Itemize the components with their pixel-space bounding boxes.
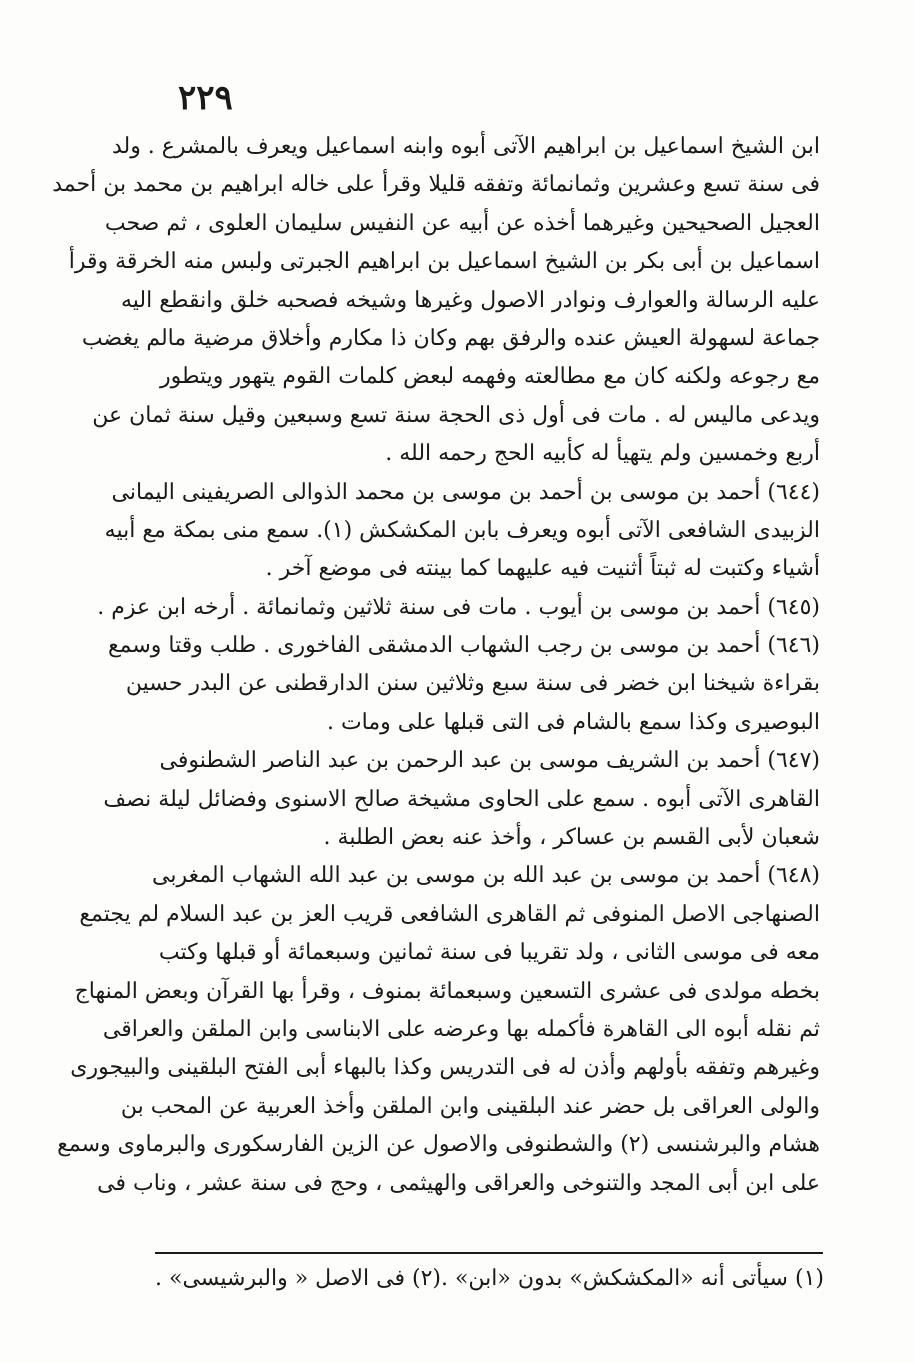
text-line: (٦٤٦) أحمد بن موسى بن رجب الشهاب الدمشقى الفاخورى . طلب وقتا وسمع (107, 633, 820, 659)
body-text (52, 128, 820, 1203)
page-number: ٢٢٩ (178, 78, 233, 118)
text-line: (٦٤٧) أحمد بن الشريف موسى بن عبد الرحمن بن عبد الناصر الشطنوفى (159, 748, 820, 774)
text-line: القاهرى الآتى أبوه . سمع على الحاوى مشيخة صالح الاسنوى وفضائل ليلة نصف (103, 786, 820, 812)
text-line: الصنهاجى الاصل المنوفى ثم القاهرى الشافعى قريب العز بن عبد السلام لم يجتمع (79, 901, 820, 927)
text-line: شعبان لأبى القسم بن عساكر ، وأخذ عنه بعض الطلبة . (323, 825, 820, 851)
text-line: (٦٤٥) أحمد بن موسى بن أيوب . مات فى سنة ثلاثين وثمانمائة . أرخه ابن عزم . (97, 594, 820, 620)
text-line: مع رجوعه ولكنه كان مع مطالعته وفهمه لبعض كلمات القوم يتهور ويتطور (160, 364, 820, 390)
text-line: (٦٤٤) أحمد بن موسى بن أحمد بن موسى بن محمد الذوالى الصريفينى اليمانى (111, 479, 820, 505)
text-line: اسماعيل بن أبى بكر بن الشيخ اسماعيل بن ابراهيم الجبرتى ولبس منه الخرقة وقرأ (68, 249, 820, 275)
text-line: أربع وخمسين ولم يتهيأ له كأبيه الحج رحمه الله . (385, 441, 820, 467)
text-line: هشام والبرشنسى (٢) والشطنوفى والاصول عن الزين الفارسكورى والبرماوى وسمع (57, 1132, 820, 1158)
text-line: فى سنة تسع وعشرين وثمانمائة وتفقه قليلا وقرأ على خاله ابراهيم بن محمد بن أحمد (52, 172, 820, 198)
text-line: وغيرهم وتفقه بأولهم وأذن له فى التدريس وكذا بالبهاء أبى الفتح البلقينى والبيجورى (70, 1055, 820, 1081)
text-line: (٦٤٨) أحمد بن موسى بن عبد الله بن موسى بن عبد الله الشهاب المغربى (152, 863, 820, 889)
text-line: بقراءة شيخنا ابن خضر فى سنة سبع وثلاثين سنن الدارقطنى عن البدر حسين (125, 671, 820, 697)
text-line: عليه الرسالة والعوارف ونوادر الاصول وغيرها وشيخه فصحبه خلق وانقطع اليه (120, 287, 820, 313)
text-line: ابن الشيخ اسماعيل بن ابراهيم الآتى أبوه وابنه اسماعيل ويعرف بالمشرع . ولد (111, 134, 820, 159)
text-line: الزبيدى الشافعى الآتى أبوه ويعرف بابن المكشكش (١). سمع منى بمكة مع أبيه (104, 517, 820, 543)
text-line: على ابن أبى المجد والتنوخى والعراقى والهيثمى ، وحج فى سنة عشر ، وناب فى (97, 1170, 820, 1196)
footnote-divider (155, 1252, 823, 1254)
text-line: جماعة لسهولة العيش عنده والرفق بهم وكان ذا مكارم وأخلاق مرضية مالم يغضب (81, 325, 820, 351)
text-line: بخطه مولدى فى عشرى التسعين وسبعمائة بمنوف ، وقرأ بها القرآن وبعض المنهاج (74, 978, 820, 1004)
text-line: والولى العراقى بل حضر عند البلقينى وابن الملقن وأخذ العربية عن المحب بن (120, 1093, 820, 1119)
text-line: ويدعى ماليس له . مات فى أول ذى الحجة سنة تسع وسبعين وقيل سنة ثمان عن (92, 402, 820, 428)
text-line: ثم نقله أبوه الى القاهرة فأكمله بها وعرضه على الابناسى وابن الملقن والعراقى (102, 1016, 820, 1042)
footnote: (١) سيأتى أنه «المكشكش» بدون «ابن» .(٢) فى الاصل « والبرشيسى» . (155, 1266, 824, 1291)
text-line: أشياء وكتبت له ثبتاً أثنيت فيه عليهما كما بينته فى موضع آخر . (265, 556, 820, 582)
text-line: معه فى موسى الثانى ، ولد تقريبا فى سنة ثمانين وسبعمائة أو قبلها وكتب (158, 940, 820, 966)
text-line: العجيل الصحيحين وغيرهما أخذه عن أبيه عن النفيس سليمان العلوى ، ثم صحب (104, 210, 820, 236)
text-line: البوصيرى وكذا سمع بالشام فى التى قبلها على ومات . (326, 709, 820, 735)
